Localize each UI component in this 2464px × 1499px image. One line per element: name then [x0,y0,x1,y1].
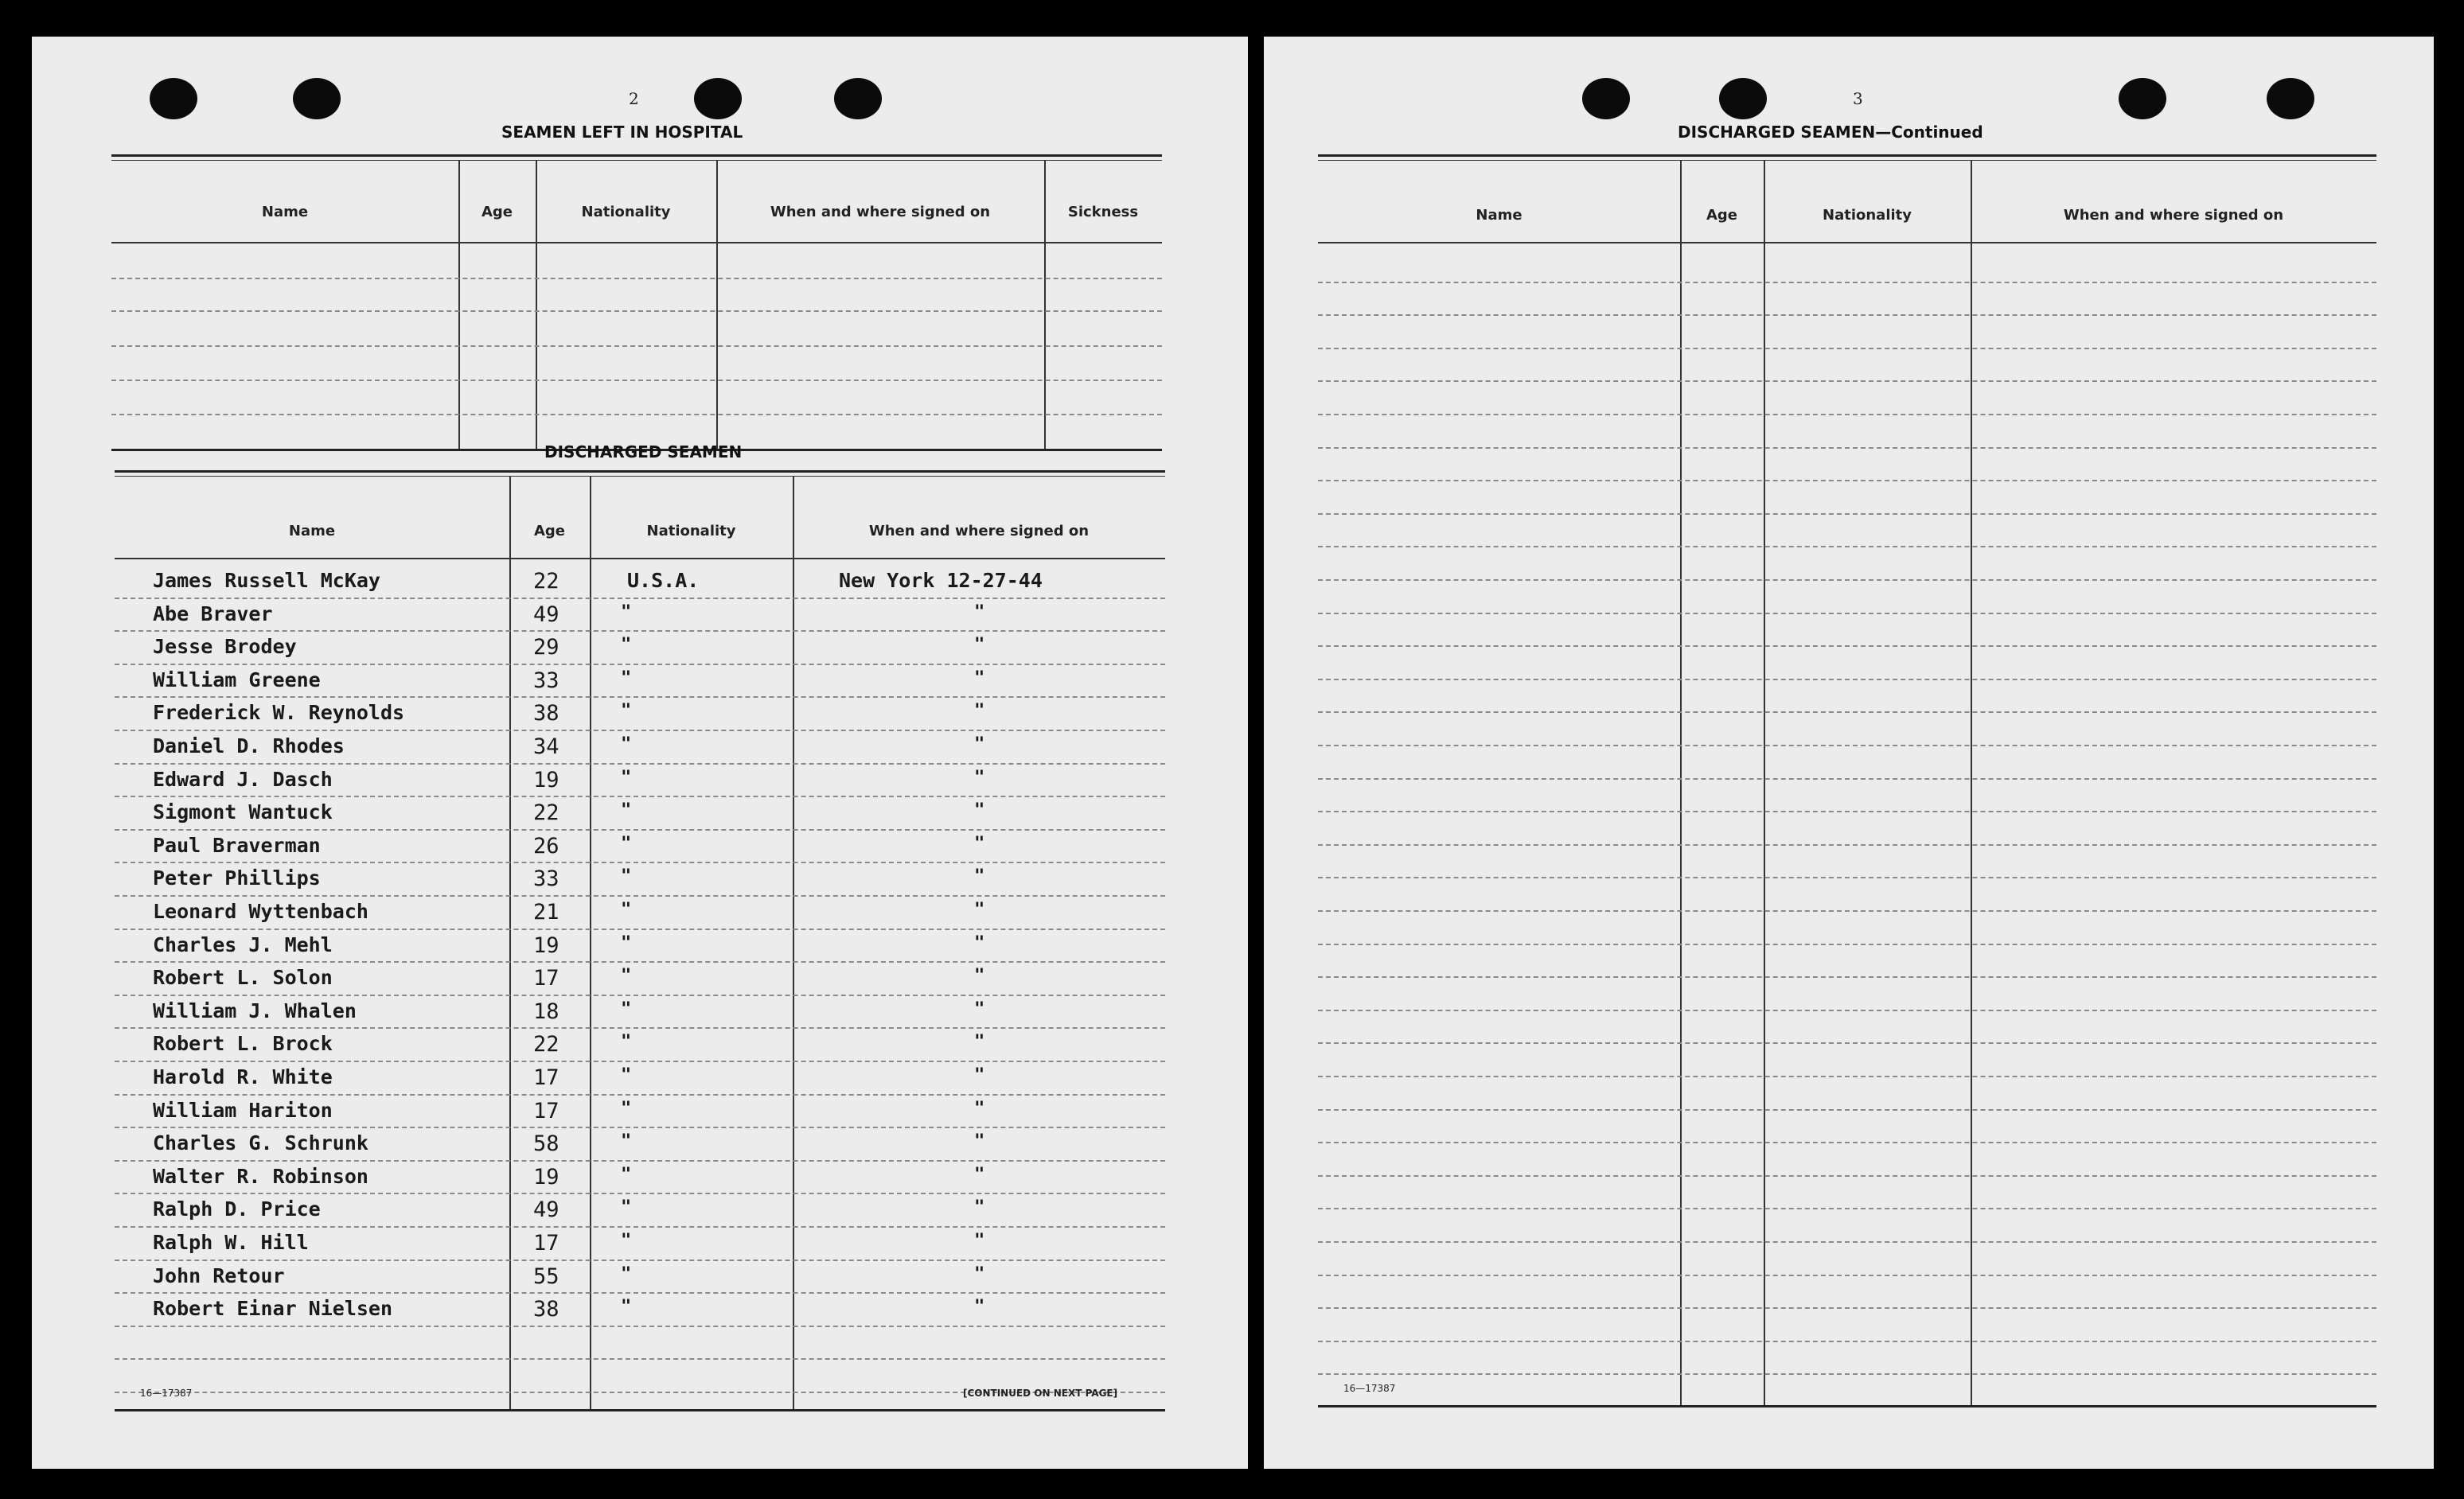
seaman-name: Robert L. Brock [153,1032,333,1056]
seaman-age: 26 [533,833,559,859]
seaman-age: 21 [533,900,559,925]
seaman-signed-on: " [974,701,985,722]
table-row [115,963,1165,996]
seaman-name: Robert L. Solon [153,966,333,990]
table-row [115,797,1165,831]
seaman-signed-on: " [974,1032,985,1053]
seaman-age: 38 [533,701,559,726]
seaman-signed-on: " [974,1197,985,1218]
seaman-signed-on: New York 12-27-44 [839,569,1043,592]
hospital-header-name: Name [261,204,309,220]
seaman-name: Peter Phillips [153,866,321,890]
seaman-signed-on: " [974,1098,985,1119]
seaman-nationality: " [621,1065,632,1085]
seaman-signed-on: " [974,668,985,688]
seaman-nationality: " [621,1131,632,1152]
seaman-signed-on: " [974,1297,985,1318]
punch-hole [293,78,341,119]
punch-hole [1582,78,1630,119]
seaman-age: 19 [533,1164,559,1189]
discharged-header-name: Name [288,523,336,539]
seaman-nationality: " [621,1297,632,1318]
seaman-nationality: " [621,1197,632,1218]
seaman-nationality: " [621,900,632,920]
seaman-name: William J. Whalen [153,999,357,1022]
seaman-nationality: " [621,734,632,754]
discharged-header-nationality: Nationality [646,523,736,539]
left-page [32,37,1248,1469]
seaman-name: Frederick W. Reynolds [153,701,405,725]
hospital-header-sickness: Sickness [1067,204,1139,220]
seaman-age: 17 [533,1231,559,1256]
seaman-name: Sigmont Wantuck [153,800,333,824]
seaman-age: 22 [533,800,559,826]
table-row [115,566,1165,599]
seaman-nationality: U.S.A. [627,569,700,592]
seaman-signed-on: " [974,932,985,953]
seaman-nationality: " [621,833,632,854]
table-row [115,863,1165,897]
seaman-name: Leonard Wyttenbach [153,900,368,923]
seaman-age: 49 [533,602,559,627]
table-row [115,897,1165,930]
seaman-name: Jesse Brodey [153,635,297,659]
seaman-nationality: " [621,999,632,1019]
seaman-name: Ralph W. Hill [153,1231,309,1254]
punch-hole [694,78,742,119]
seaman-nationality: " [621,1164,632,1185]
seaman-name: Harold R. White [153,1065,333,1088]
seaman-name: Edward J. Dasch [153,767,333,791]
seaman-age: 17 [533,1065,559,1090]
seaman-age: 58 [533,1131,559,1157]
seaman-age: 29 [533,635,559,660]
hospital-header-nationality: Nationality [581,204,671,220]
table-row [115,1096,1165,1129]
seaman-age: 19 [533,932,559,958]
seaman-nationality: " [621,800,632,821]
seaman-age: 49 [533,1197,559,1223]
seaman-name: Charles J. Mehl [153,932,333,956]
discharged-section-title: DISCHARGED SEAMEN [544,442,743,461]
seaman-nationality: " [621,767,632,788]
seaman-signed-on: " [974,1263,985,1284]
hospital-header-age: Age [481,204,513,220]
table-row [115,1194,1165,1228]
seaman-name: William Greene [153,668,321,691]
seaman-signed-on: " [974,900,985,920]
seaman-name: Charles G. Schrunk [153,1131,368,1155]
punch-hole [834,78,882,119]
seaman-signed-on: " [974,800,985,821]
seaman-nationality: " [621,866,632,887]
table-row [115,930,1165,964]
seaman-name: Abe Braver [153,602,273,625]
seaman-name: Walter R. Robinson [153,1164,368,1188]
hospital-section-title: SEAMEN LEFT IN HOSPITAL [501,123,743,142]
table-row [115,831,1165,864]
title-suffix: —Continued [1875,123,1983,142]
table-row [115,1261,1165,1295]
table-row [115,996,1165,1030]
table-row [115,1162,1165,1195]
table-row [115,1128,1165,1162]
seaman-signed-on: " [974,1164,985,1185]
seaman-signed-on: " [974,999,985,1019]
seaman-signed-on: " [974,1131,985,1152]
seaman-nationality: " [621,966,632,987]
seaman-age: 38 [533,1297,559,1322]
table-row [115,731,1165,765]
seaman-nationality: " [621,1231,632,1251]
seaman-signed-on: " [974,833,985,854]
table-row [115,1228,1165,1261]
seaman-nationality: " [621,1263,632,1284]
seaman-nationality: " [621,701,632,722]
seaman-age: 22 [533,1032,559,1057]
seaman-nationality: " [621,635,632,656]
discharged-table [115,470,1165,1417]
seaman-signed-on: " [974,966,985,987]
seaman-signed-on: " [974,734,985,754]
continued-header-age: Age [1706,207,1738,224]
continued-header-nationality: Nationality [1823,207,1912,224]
page-number: 2 [629,89,639,108]
form-number: 16—17387 [1343,1383,1396,1394]
hospital-header-signed-on: When and where signed on [770,204,991,220]
seaman-nationality: " [621,602,632,622]
seaman-name: John Retour [153,1263,285,1287]
table-row [115,698,1165,731]
seaman-name: Paul Braverman [153,833,321,857]
seaman-age: 18 [533,999,559,1024]
table-row [115,765,1165,798]
seaman-signed-on: " [974,602,985,622]
seaman-age: 17 [533,1098,559,1123]
table-row [115,599,1165,633]
right-page [1264,37,2434,1469]
seaman-name: William Hariton [153,1098,333,1122]
continued-table [1318,154,2376,1411]
table-row [115,632,1165,665]
seaman-nationality: " [621,1032,632,1053]
punch-hole [2267,78,2314,119]
seaman-name: Robert Einar Nielsen [153,1297,393,1321]
title-main: DISCHARGED SEAMEN [1678,123,1876,142]
seaman-nationality: " [621,932,632,953]
page-number: 3 [1853,89,1863,108]
punch-hole [1719,78,1767,119]
seaman-nationality: " [621,1098,632,1119]
seaman-age: 55 [533,1263,559,1289]
seaman-age: 33 [533,866,559,892]
punch-hole [2119,78,2166,119]
seaman-signed-on: " [974,635,985,656]
seaman-signed-on: " [974,1065,985,1085]
punch-hole [150,78,197,119]
seaman-age: 22 [533,569,559,594]
seaman-name: Daniel D. Rhodes [153,734,345,757]
form-number: 16—17387 [140,1388,193,1399]
seaman-age: 17 [533,966,559,991]
seaman-signed-on: " [974,1231,985,1251]
continued-header-name: Name [1476,207,1522,224]
seaman-signed-on: " [974,866,985,887]
table-row [115,665,1165,699]
hospital-table [111,154,1162,455]
seaman-age: 19 [533,767,559,792]
seaman-name: James Russell McKay [153,569,380,592]
table-row [115,1294,1165,1327]
continued-note: [CONTINUED ON NEXT PAGE] [963,1388,1118,1399]
continued-section-title [1678,123,1983,142]
seaman-signed-on: " [974,767,985,788]
discharged-header-signed-on: When and where signed on [868,523,1090,539]
seaman-age: 33 [533,668,559,693]
seaman-age: 34 [533,734,559,759]
table-row [115,1062,1165,1096]
continued-header-signed-on: When and where signed on [2063,207,2284,224]
table-row [115,1029,1165,1062]
discharged-header-age: Age [533,523,566,539]
seaman-name: Ralph D. Price [153,1197,321,1221]
seaman-nationality: " [621,668,632,688]
